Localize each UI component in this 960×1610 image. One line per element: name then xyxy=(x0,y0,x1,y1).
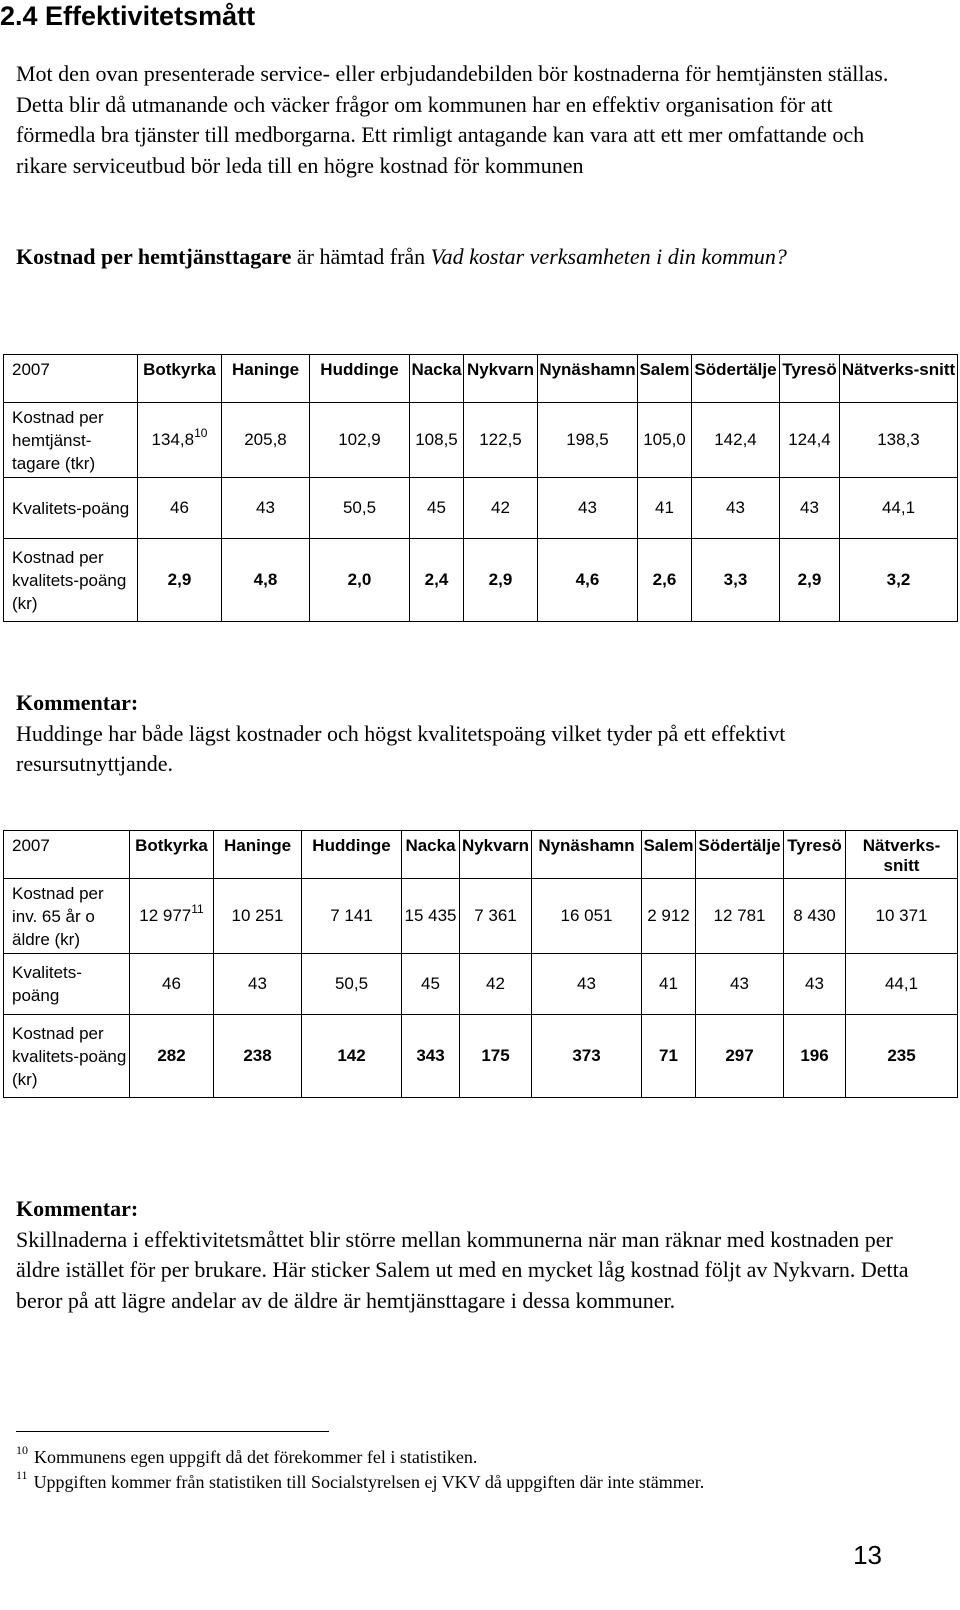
comment-text: Huddinge har både lägst kostnader och högst kvalitetspoäng vilket tyder på ett effektivt resursutnyttjande. xyxy=(16,720,786,776)
row-label: Kostnad per kvalitets-poäng (kr) xyxy=(4,1015,130,1098)
section-heading: 2.4 Effektivitetsmått xyxy=(0,1,256,31)
footnote-number: 11 xyxy=(16,1468,28,1482)
table-row xyxy=(4,879,958,954)
table-cell: 102,9 xyxy=(310,403,410,478)
cost-per-elderly-table xyxy=(3,830,958,1098)
table-cell: 108,5 xyxy=(410,403,464,478)
comment-text: Skillnaderna i effektivitetsmåttet blir större mellan kommunerna när man räknar med kostnaden per äldre istället för per brukare. Här sticker Salem ut med en mycket låg kostnad följt av Nykvarn. Detta beror på att lägre andelar av de äldre är hemtjänsttagare i dessa kommuner. xyxy=(16,1226,909,1313)
table-cell: 43 xyxy=(780,478,840,539)
table-cell xyxy=(130,879,214,954)
table-year: 2007 xyxy=(4,831,130,879)
table-cell: 196 xyxy=(784,1015,846,1098)
footnote-text: Kommunens egen uppgift då det förekommer fel i statistiken. xyxy=(34,1447,478,1467)
footnote-ref: 11 xyxy=(191,902,204,916)
table-cell: 43 xyxy=(784,954,846,1015)
row-label: Kvalitets-poäng xyxy=(4,478,138,539)
table-cell: 175 xyxy=(460,1015,532,1098)
table-cell: 124,4 xyxy=(780,403,840,478)
table-cell: 42 xyxy=(460,954,532,1015)
column-header: Haninge xyxy=(214,831,302,879)
table-cell: 44,1 xyxy=(840,478,958,539)
column-header: Nacka xyxy=(410,355,464,403)
column-header: Huddinge xyxy=(302,831,402,879)
table-row xyxy=(4,954,958,1015)
footnote-number: 10 xyxy=(16,1443,28,1457)
table-cell xyxy=(138,403,222,478)
row-label: Kostnad per inv. 65 år o äldre (kr) xyxy=(4,879,130,954)
comment-block xyxy=(16,1194,916,1316)
table-cell: 198,5 xyxy=(538,403,638,478)
column-header: Nykvarn xyxy=(460,831,532,879)
column-header xyxy=(840,355,958,403)
table-cell: 3,2 xyxy=(840,539,958,622)
row-label: Kostnad per kvalitets-poäng (kr) xyxy=(4,539,138,622)
table-cell: 43 xyxy=(692,478,780,539)
footnote xyxy=(16,1443,478,1468)
table-cell: 8 430 xyxy=(784,879,846,954)
column-header: Botkyrka xyxy=(130,831,214,879)
table-cell: 42 xyxy=(464,478,538,539)
table-cell: 43 xyxy=(222,478,310,539)
footnote-ref: 10 xyxy=(194,426,208,440)
cell-value: 12 977 xyxy=(139,906,192,925)
column-header xyxy=(846,831,958,879)
column-header-text: Nätverks-snitt xyxy=(862,836,941,875)
table-cell: 43 xyxy=(538,478,638,539)
table-row xyxy=(4,478,958,539)
cost-per-user-table xyxy=(3,354,958,622)
column-header: Nacka xyxy=(402,831,460,879)
source-note xyxy=(16,242,916,273)
source-note-middle: är hämtad från xyxy=(291,244,431,269)
table-cell: 235 xyxy=(846,1015,958,1098)
cell-value: 134,8 xyxy=(151,430,195,449)
table-cell: 142,4 xyxy=(692,403,780,478)
table-cell: 343 xyxy=(402,1015,460,1098)
intro-paragraph: Mot den ovan presenterade service- eller erbjudandebilden bör kostnaderna för hemtjänsten ställas. Detta blir då utmanande och väcker frågor om kommunen har en effektiv organisation för att förmedla bra tjänster till medborgarna. Ett rimligt antagande kan vara att ett mer omfattande och rikare serviceutbud bör leda till en högre kostnad för kommunen xyxy=(16,61,889,178)
table-cell: 10 371 xyxy=(846,879,958,954)
column-header: Salem xyxy=(642,831,696,879)
table-cell: 2 912 xyxy=(642,879,696,954)
table-cell: 15 435 xyxy=(402,879,460,954)
table-cell: 50,5 xyxy=(302,954,402,1015)
source-note-italic: Vad kostar verksamheten i din kommun? xyxy=(430,244,787,269)
table-year: 2007 xyxy=(4,355,138,403)
table-cell: 71 xyxy=(642,1015,696,1098)
table-cell: 3,3 xyxy=(692,539,780,622)
column-header: Botkyrka xyxy=(138,355,222,403)
table-header-row xyxy=(4,355,958,403)
table-cell: 45 xyxy=(402,954,460,1015)
comment-title: Kommentar: xyxy=(16,1196,139,1221)
column-header-text: Nätverks-snitt xyxy=(841,360,956,379)
table-cell: 2,9 xyxy=(464,539,538,622)
table-cell: 282 xyxy=(130,1015,214,1098)
table-cell: 43 xyxy=(532,954,642,1015)
table-cell: 122,5 xyxy=(464,403,538,478)
table-cell: 2,9 xyxy=(780,539,840,622)
table-cell: 43 xyxy=(696,954,784,1015)
column-header: Tyresö xyxy=(784,831,846,879)
table-cell: 105,0 xyxy=(638,403,692,478)
table-cell: 50,5 xyxy=(310,478,410,539)
table-cell: 43 xyxy=(214,954,302,1015)
table-cell: 46 xyxy=(130,954,214,1015)
source-note-bold: Kostnad per hemtjänsttagare xyxy=(16,244,292,269)
footnote-separator xyxy=(16,1431,329,1432)
comment-block xyxy=(16,688,916,780)
table-cell: 4,8 xyxy=(222,539,310,622)
table-cell: 4,6 xyxy=(538,539,638,622)
table-cell: 12 781 xyxy=(696,879,784,954)
table-cell: 41 xyxy=(642,954,696,1015)
footnote-text: Uppgiften kommer från statistiken till Socialstyrelsen ej VKV då uppgiften där inte stämmer. xyxy=(33,1472,705,1492)
table-row xyxy=(4,403,958,478)
table-cell: 7 361 xyxy=(460,879,532,954)
column-header: Salem xyxy=(638,355,692,403)
table-cell: 41 xyxy=(638,478,692,539)
table-row xyxy=(4,539,958,622)
comment-title: Kommentar: xyxy=(16,690,139,715)
column-header: Nykvarn xyxy=(464,355,538,403)
column-header: Huddinge xyxy=(310,355,410,403)
table-cell: 138,3 xyxy=(840,403,958,478)
table-cell: 2,4 xyxy=(410,539,464,622)
table-cell: 2,0 xyxy=(310,539,410,622)
table-cell: 297 xyxy=(696,1015,784,1098)
table-cell: 46 xyxy=(138,478,222,539)
row-label: Kvalitets-poäng xyxy=(4,954,130,1015)
table-cell: 44,1 xyxy=(846,954,958,1015)
table-cell: 373 xyxy=(532,1015,642,1098)
table-row xyxy=(4,1015,958,1098)
column-header: Haninge xyxy=(222,355,310,403)
table-cell: 2,6 xyxy=(638,539,692,622)
page-number: 13 xyxy=(853,1540,882,1570)
table-cell: 7 141 xyxy=(302,879,402,954)
column-header: Tyresö xyxy=(780,355,840,403)
table-cell: 10 251 xyxy=(214,879,302,954)
table-cell: 142 xyxy=(302,1015,402,1098)
table-cell: 16 051 xyxy=(532,879,642,954)
column-header: Södertälje xyxy=(692,355,780,403)
table-cell: 205,8 xyxy=(222,403,310,478)
table-header-row xyxy=(4,831,958,879)
footnote xyxy=(16,1468,705,1493)
column-header: Nynäshamn xyxy=(532,831,642,879)
table-cell: 2,9 xyxy=(138,539,222,622)
column-header: Södertälje xyxy=(696,831,784,879)
table-cell: 45 xyxy=(410,478,464,539)
table-cell: 238 xyxy=(214,1015,302,1098)
column-header: Nynäshamn xyxy=(538,355,638,403)
row-label: Kostnad per hemtjänst-tagare (tkr) xyxy=(4,403,138,478)
